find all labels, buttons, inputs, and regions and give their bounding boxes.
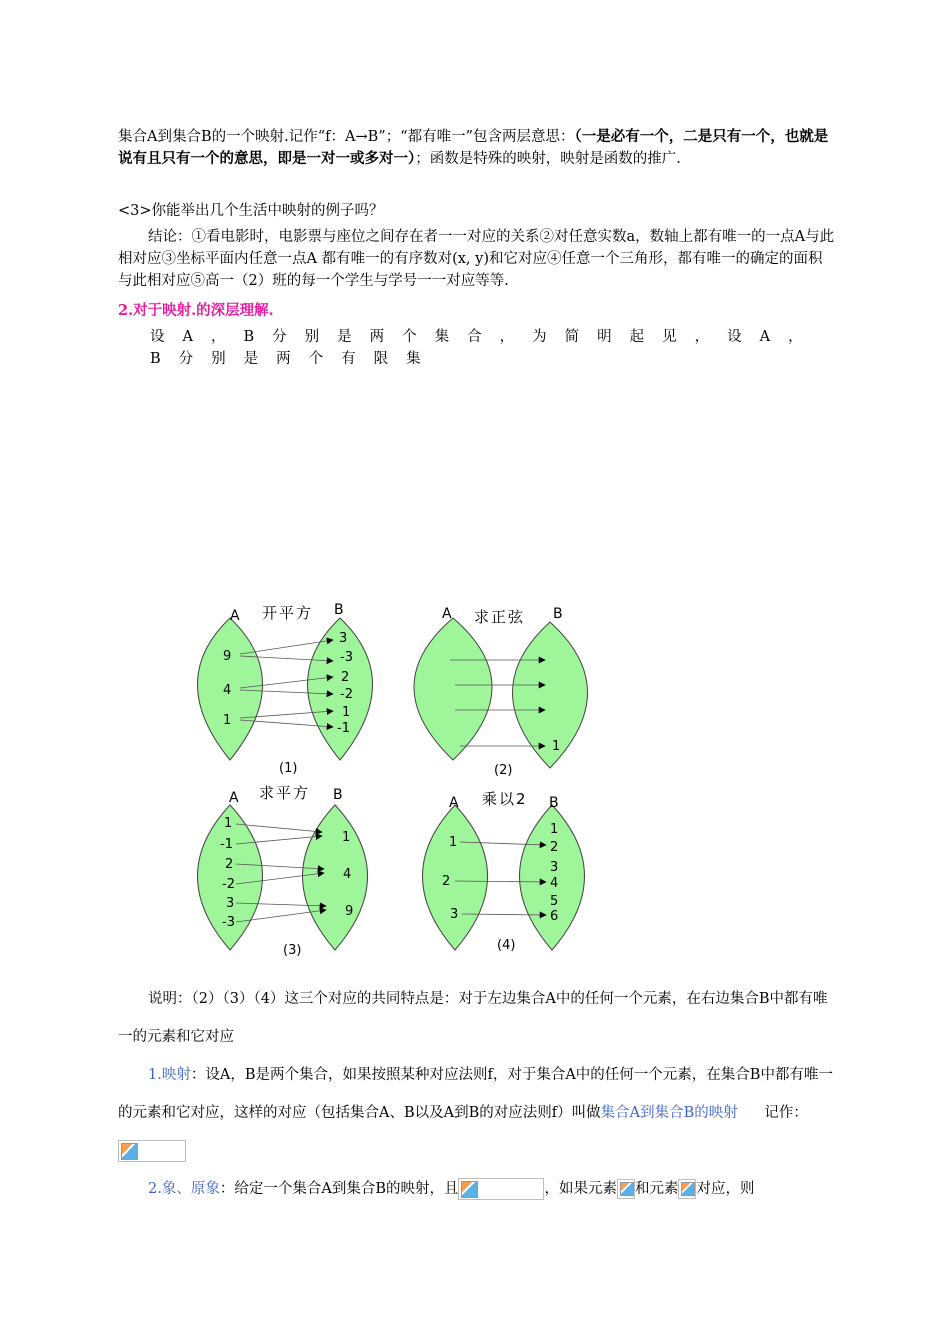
text-span: ：给定一个集合A到集合B的映射，且 (219, 1181, 459, 1197)
set-b-label: B (553, 606, 563, 622)
formula-image (458, 1178, 544, 1200)
notation-label: 记作： (764, 1105, 808, 1121)
set-a-item: 1 (449, 835, 458, 850)
definition-label: 1.映射 (148, 1067, 191, 1083)
set-b-item: 2 (341, 670, 350, 685)
set-b-item: -2 (340, 687, 353, 702)
formula-image (617, 1179, 635, 1199)
text-span: 设A，B分别是两个集合，为简明起见，设A，B分别是两个有限集 (150, 329, 821, 367)
definition-mapping (118, 1056, 836, 1170)
set-a-item: 9 (223, 649, 232, 664)
section-heading: 2.对于映射.的深层理解. (118, 302, 274, 319)
text-span: ；函数是特殊的映射，映射是函数的推广. (415, 151, 681, 167)
conclusion-paragraph: 结论：①看电影时，电影票与座位之间存在者一一对应的关系②对任意实数a，数轴上都有唯一的一点A与此相对应③坐标平面内任意一点A 都有唯一的有序数对(x, y)和它对应④任意一个三角形，都有唯一的确定的面积与此相对应⑤高一（2）班的每一个学生与学号一一对应等等. (118, 229, 835, 289)
caption: (4) (497, 938, 516, 953)
set-b-item: 4 (343, 867, 352, 882)
text-span: ，如果元素 (544, 1181, 617, 1197)
set-a-leaf (423, 805, 488, 950)
set-b-item: 5 (550, 894, 559, 909)
text-span: 对应，则 (696, 1181, 755, 1197)
question-line: <3>你能举出几个生活中映射的例子吗？ (118, 203, 384, 219)
set-definition-line (118, 326, 836, 370)
set-b-item: 6 (550, 909, 559, 924)
set-a-item: 2 (225, 857, 234, 872)
bold-text-span: （一是必有一个，二是只有一个，也就是说有且只有一个的意思，即是一对一或多对一） (118, 128, 829, 167)
set-b-label: B (333, 787, 343, 803)
definition-image-preimage (118, 1170, 836, 1208)
set-a-label: A (442, 606, 452, 622)
diagram-4-times-two (423, 790, 585, 953)
rule-label: 求正弦 (474, 608, 526, 626)
paragraph-mapping-notation (118, 126, 836, 170)
set-a-item: -1 (220, 837, 233, 852)
set-a-leaf (414, 618, 492, 760)
diagram-2-sine (414, 606, 588, 778)
definition-text: ：设A，B是两个集合，如果按照某种对应法则f，对于集合A中的任何一个元素，在集合B中都有唯一的元素和它对应，这样的对应（包括集合A、B以及A到B的对应法则f）叫做 (118, 1067, 833, 1121)
set-a-label: A (230, 608, 240, 624)
diagram-1-square-root (198, 602, 373, 776)
caption: (2) (494, 763, 513, 778)
set-a-label: A (229, 790, 239, 806)
set-b-item: 4 (550, 876, 559, 891)
set-b-item: -3 (340, 650, 353, 665)
set-b-item: 9 (345, 904, 354, 919)
definition-term: 集合A到集合B的映射 (600, 1105, 738, 1121)
set-b-item: 1 (342, 705, 351, 720)
caption: (1) (279, 761, 298, 776)
formula-image (678, 1179, 696, 1199)
set-b-item: 3 (550, 860, 559, 875)
set-b-leaf (303, 805, 368, 950)
set-b-item: -1 (337, 721, 350, 736)
set-b-item: 3 (339, 631, 348, 646)
set-b-item: 1 (342, 830, 351, 845)
caption: (3) (283, 943, 302, 958)
text-span: 集合A到集合B的一个映射.记作“f：A→B”；“都有唯一”包含两层意思： (118, 129, 575, 145)
set-b-label: B (334, 602, 344, 618)
rule-label: 求平方 (259, 784, 311, 802)
diagram-3-square (198, 784, 368, 958)
set-b-item: 2 (550, 840, 559, 855)
set-b-item: 1 (552, 739, 561, 754)
set-a-label: A (449, 795, 459, 811)
formula-image (118, 1140, 186, 1162)
definition-label: 2.象、原象 (148, 1181, 220, 1197)
set-a-item: 3 (450, 907, 459, 922)
set-b-item: 1 (550, 822, 559, 837)
rule-label: 开平方 (262, 604, 314, 622)
set-a-item: 4 (223, 683, 232, 698)
text-span: 和元素 (634, 1181, 679, 1197)
set-a-item: 1 (223, 713, 232, 728)
mapping-diagrams (0, 590, 950, 970)
set-a-item: -3 (222, 915, 235, 930)
explanation-paragraph: 说明：（2）（3）（4）这三个对应的共同特点是：对于左边集合A中的任何一个元素，在右边集合B中都有唯一的元素和它对应 (118, 991, 828, 1045)
set-a-item: -2 (222, 877, 235, 892)
set-a-item: 3 (226, 896, 235, 911)
set-a-item: 1 (224, 816, 233, 831)
rule-label: 乘以2 (482, 790, 528, 808)
set-a-item: 2 (442, 874, 451, 889)
set-b-label: B (549, 795, 559, 811)
